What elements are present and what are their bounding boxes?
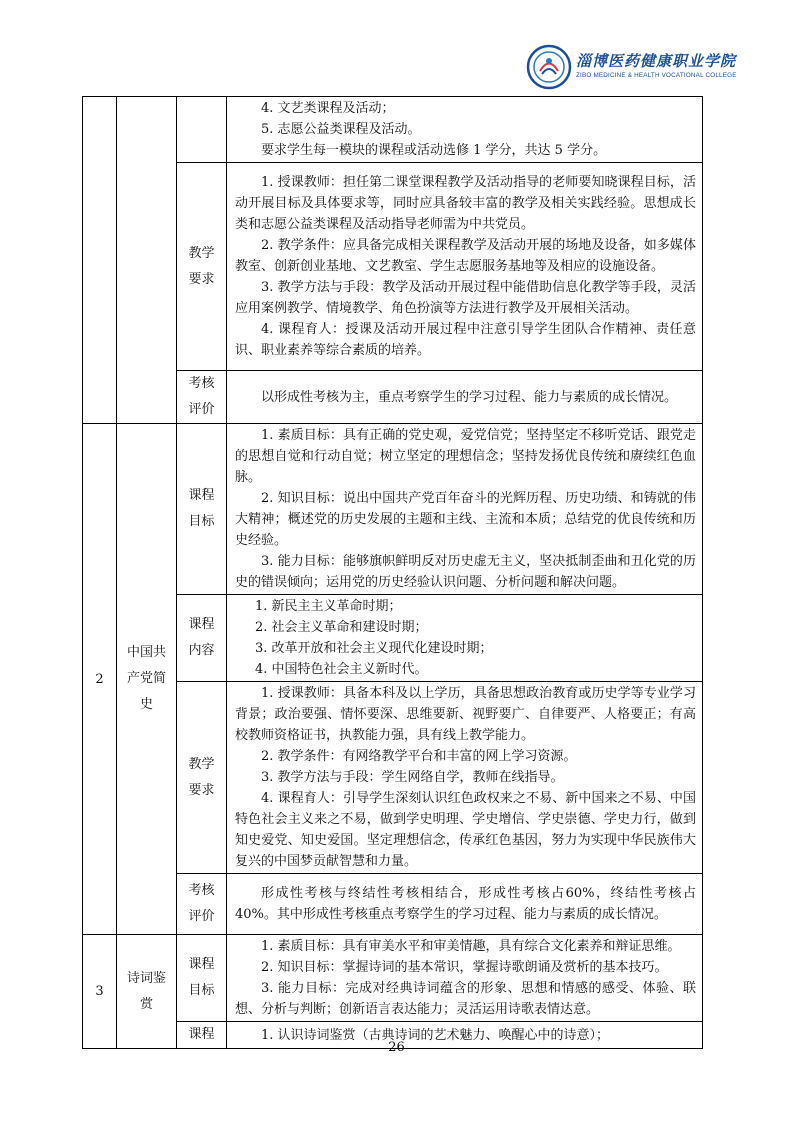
course-table-page [82, 96, 703, 1049]
paragraph: 2. 教学条件：应具备完成相关课程教学及活动开展的场地及设备，如多媒体教室、创新创业基地、文艺教室、学生志愿服务基地等及相应的设施设备。 [235, 238, 696, 274]
table-row [83, 424, 703, 595]
label-cell: 考核评价 [177, 371, 227, 424]
course-name-cell: 诗词鉴赏 [117, 935, 177, 1049]
paragraph: 2. 知识目标：说出中国共产党百年奋斗的光辉历程、历史功绩、和铸就的伟大精神；概述党的历史发展的主题和主线、主流和本质；总结党的优良传统和历史经验。 [235, 491, 696, 548]
label-cell: 课程目标 [177, 935, 227, 1022]
table-row [83, 935, 703, 1022]
school-name-english: ZIBO MEDICINE & HEALTH VOCATIONAL COLLEGE [576, 72, 737, 79]
list-item: 2. 社会主义革命和建设时期； [255, 620, 428, 635]
list-item: 4. 文艺类课程及活动； [261, 101, 395, 116]
content-cell [227, 682, 703, 874]
content-cell [227, 935, 703, 1022]
paragraph: 1. 素质目标：具有正确的党史观，爱党信党；坚持坚定不移听党话、跟党走的思想自觉和行动自觉；树立坚定的理想信念；坚持发扬优良传统和赓续红色血脉。 [235, 428, 696, 485]
paragraph: 2. 知识目标：掌握诗词的基本常识，掌握诗歌朗诵及赏析的基本技巧。 [261, 960, 668, 975]
label-cell: 考核评价 [177, 874, 227, 935]
content-cell [227, 163, 703, 371]
paragraph: 1. 授课教师：担任第二课堂课程教学及活动指导的老师要知晓课程目标，活动开展目标及具体要求等，同时应具备较丰富的教学及相关实践经验。思想成长类和志愿公益类课程及活动指导老师需为中共党员。 [235, 175, 696, 232]
label-cell: 课程 [177, 1022, 227, 1049]
paragraph: 以形成性考核为主，重点考察学生的学习过程、能力与素质的成长情况。 [261, 389, 678, 405]
school-name: 淄博医药健康职业学院 [576, 52, 737, 70]
course-table [82, 96, 703, 1049]
paragraph: 3. 教学方法与手段：学生网络自学，教师在线指导。 [261, 770, 564, 785]
page-number: 26 [388, 1040, 405, 1055]
school-logo [526, 44, 766, 92]
row-number-cell: 2 [83, 424, 117, 935]
paragraph: 1. 授课教师：具备本科及以上学历，具备思想政治教育或历史学等专业学习背景；政治要强、情怀要深、思维要新、视野要广、自律要严、人格要正；有高校教师资格证书，执教能力强，具有线上教学能力。 [235, 686, 696, 743]
paragraph: 2. 教学条件：有网络教学平台和丰富的网上学习资源。 [261, 749, 577, 764]
paragraph: 4. 课程育人：授课及活动开展过程中注意引导学生团队合作精神、责任意识、职业素养等综合素质的培养。 [235, 322, 696, 358]
content-cell [227, 97, 703, 163]
paragraph: 3. 能力目标：完成对经典诗词蕴含的形象、思想和情感的感受、体验、联想、分析与判断；创新语言表达能力；灵活运用诗歌表情达意。 [235, 981, 696, 1017]
content-cell [227, 371, 703, 424]
paragraph: 3. 能力目标：能够旗帜鲜明反对历史虚无主义，坚决抵制歪曲和丑化党的历史的错误倾向；运用党的历史经验认识问题、分析问题和解决问题。 [235, 554, 696, 590]
content-cell [227, 874, 703, 935]
course-name-cell: 中国共产党简史 [117, 424, 177, 935]
list-item: 4. 中国特色社会主义新时代。 [255, 662, 428, 677]
list-item: 1. 新民主主义革命时期； [255, 599, 402, 614]
table-row [83, 97, 703, 163]
label-cell: 教学要求 [177, 682, 227, 874]
school-emblem-icon [526, 44, 572, 90]
paragraph: 4. 课程育人：引导学生深刻认识红色政权来之不易、新中国来之不易、中国特色社会主义来之不易，做到学史明理、学史增信、学史崇德、学史力行，做到知史爱党、知史爱国。坚定理想信念，传承红色基因，努力为实现中华民族伟大复兴的中国梦贡献智慧和力量。 [235, 791, 696, 869]
list-item: 3. 改革开放和社会主义现代化建设时期； [255, 641, 493, 656]
row-number-cell [83, 97, 117, 424]
paragraph: 形成性考核与终结性考核相结合，形成性考核占60%，终结性考核占 40%。其中形成性考核重点考察学生的学习过程、能力与素质的成长情况。 [235, 886, 696, 922]
content-cell [227, 424, 703, 595]
paragraph: 3. 教学方法与手段：教学及活动开展过程中能借助信息化教学等手段，灵活应用案例教学、情境教学、角色扮演等方法进行教学及开展相关活动。 [235, 280, 696, 316]
list-item: 5. 志愿公益类课程及活动。 [261, 122, 421, 137]
paragraph: 1. 素质目标：具有审美水平和审美情趣，具有综合文化素养和辩证思维。 [261, 939, 681, 954]
row-number-cell: 3 [83, 935, 117, 1049]
list-item: 要求学生每一模块的课程或活动选修 1 学分，共达 5 学分。 [261, 143, 607, 158]
label-cell: 课程内容 [177, 595, 227, 682]
label-cell: 课程目标 [177, 424, 227, 595]
label-cell: 教学要求 [177, 163, 227, 371]
content-cell [227, 595, 703, 682]
list-item: 1. 认识诗词鉴赏（古典诗词的艺术魅力、唤醒心中的诗意）； [261, 1027, 610, 1043]
course-name-cell [117, 97, 177, 424]
label-cell [177, 97, 227, 163]
